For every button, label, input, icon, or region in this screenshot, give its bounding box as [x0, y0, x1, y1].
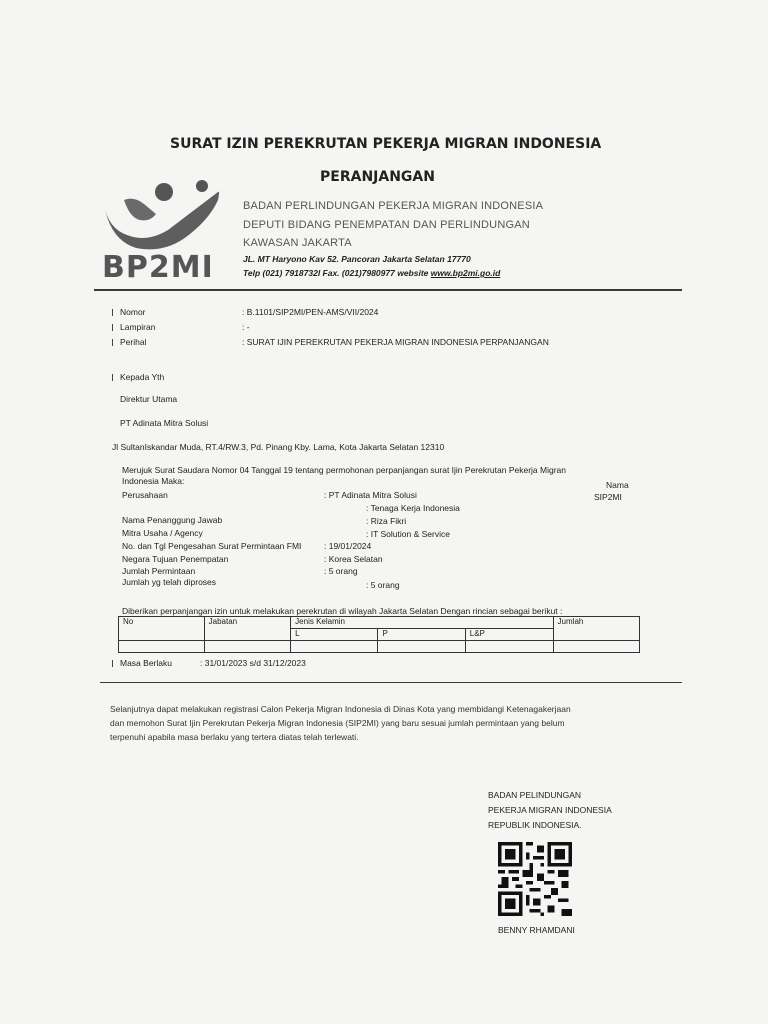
- closing-line3: terpenuhi apabila masa berlaku yang tertera diatas telah terlewati.: [110, 732, 359, 742]
- nomor-value: : B.1101/SIP2MI/PEN-AMS/VII/2024: [242, 307, 379, 317]
- signature-line3: REPUBLIK INDONESIA.: [488, 820, 582, 830]
- perusahaan-value: : PT Adinata Mitra Solusi: [324, 490, 417, 500]
- diberikan-text: Diberikan perpanjangan izin untuk melakukan perekrutan di wilayah Jakarta Selatan Dengan rincian sebagai berikut :: [122, 606, 563, 616]
- pengesahan-label: No. dan Tgl Pengesahan Surat Permintaan FMI: [122, 541, 302, 551]
- margin-mark: [112, 660, 113, 667]
- rincian-table: [118, 616, 640, 653]
- margin-mark: [112, 309, 113, 316]
- table-cell: [378, 641, 465, 653]
- recipient-position: Direktur Utama: [120, 394, 178, 404]
- signature-line1: BADAN PELINDUNGAN: [488, 790, 582, 800]
- penanggung-value: : Riza Fikri: [366, 516, 407, 526]
- bp2mi-logo: [100, 178, 230, 283]
- lampiran-value: : -: [242, 322, 250, 332]
- jumlah-diproses-value: : 5 orang: [366, 580, 400, 590]
- table-cell: [553, 641, 639, 653]
- col-l: L: [291, 629, 378, 641]
- intro-line2: Indonesia Maka:: [122, 476, 185, 486]
- negara-value: : Korea Selatan: [324, 554, 383, 564]
- org-address: JL. MT Haryono Kav 52. Pancoran Jakarta Selatan 17770: [243, 254, 471, 264]
- negara-label: Negara Tujuan Penempatan: [122, 554, 229, 564]
- org-name-line2: DEPUTI BIDANG PENEMPATAN DAN PERLINDUNGAN: [243, 219, 530, 231]
- signatory-name: BENNY RHAMDANI: [498, 925, 575, 935]
- col-jabatan: Jabatan: [204, 617, 291, 641]
- recipient-company: PT Adinata Mitra Solusi: [120, 418, 209, 428]
- table-cell: [465, 641, 553, 653]
- col-jumlah: Jumlah: [553, 617, 639, 641]
- pengesahan-value: : 19/01/2024: [324, 541, 372, 551]
- recipient-address: Jl SultanIskandar Muda, RT.4/RW.3, Pd. Pinang Kby. Lama, Kota Jakarta Selatan 12310: [112, 442, 445, 452]
- col-lp: L&P: [465, 629, 553, 641]
- table-cell: [204, 641, 291, 653]
- closing-line1: Selanjutnya dapat melakukan registrasi Calon Pekerja Migran Indonesia di Dinas Kota yang membidangi Ketenagakerjaan: [110, 704, 571, 714]
- table-cell: [291, 641, 378, 653]
- mitra-value: : IT Solution & Service: [366, 529, 450, 539]
- org-contact-text: Telp (021) 7918732l Fax. (021)7980977 website: [243, 268, 431, 278]
- table-header-row: [119, 617, 640, 629]
- lampiran-label: Lampiran: [120, 322, 156, 332]
- tenaga-value: : Tenaga Kerja Indonesia: [366, 503, 460, 513]
- margin-mark: [112, 324, 113, 331]
- org-contact: [243, 268, 500, 278]
- header-divider: [94, 289, 682, 291]
- jumlah-permintaan-label: Jumlah Permintaan: [122, 566, 196, 576]
- perihal-label: Perihal: [120, 337, 147, 347]
- org-name-line1: BADAN PERLINDUNGAN PEKERJA MIGRAN INDONESIA: [243, 200, 544, 212]
- table-cell: [119, 641, 205, 653]
- document-title: SURAT IZIN PEREKRUTAN PEKERJA MIGRAN INDONESIA: [170, 136, 602, 152]
- org-name-line3: KAWASAN JAKARTA: [243, 237, 352, 249]
- col-p: P: [378, 629, 465, 641]
- kepada-yth: Kepada Yth: [120, 372, 165, 382]
- masa-berlaku-value: : 31/01/2023 s/d 31/12/2023: [200, 658, 306, 668]
- masa-berlaku-label: Masa Berlaku: [120, 658, 172, 668]
- body-divider: [100, 682, 682, 683]
- website-link[interactable]: www.bp2mi.go.id: [430, 268, 501, 278]
- margin-mark: [112, 339, 113, 346]
- intro-line1: Merujuk Surat Saudara Nomor 04 Tanggal 19 tentang permohonan perpanjangan surat Ijin Perekrutan Pekerja Migran: [122, 465, 567, 475]
- sip2mi-label: SIP2MI: [594, 492, 622, 502]
- table-row: [119, 641, 640, 653]
- document-subtitle: PERANJANGAN: [320, 169, 435, 185]
- perihal-value: : SURAT IJIN PEREKRUTAN PEKERJA MIGRAN INDONESIA PERPANJANGAN: [242, 337, 549, 347]
- margin-mark: [112, 374, 113, 381]
- jumlah-permintaan-value: : 5 orang: [324, 566, 358, 576]
- closing-line2: dan memohon Surat Ijin Perekrutan Pekerja Migran Indonesia (SIP2MI) yang baru sesuai jumlah permintaan yang belum: [110, 718, 565, 728]
- signature-line2: PEKERJA MIGRAN INDONESIA: [488, 805, 612, 815]
- jumlah-diproses-label: Jumlah yg telah diproses: [122, 577, 217, 587]
- penanggung-label: Nama Penanggung Jawab: [122, 515, 223, 525]
- perusahaan-label: Perusahaan: [122, 490, 168, 500]
- nomor-label: Nomor: [120, 307, 146, 317]
- nama-label: Nama: [606, 480, 629, 490]
- col-no: No: [119, 617, 205, 641]
- mitra-label: Mitra Usaha / Agency: [122, 528, 203, 538]
- col-jenis-kelamin: Jenis Kelamin: [291, 617, 553, 629]
- qr-code-icon[interactable]: [498, 842, 572, 916]
- logo-text: BP2MI: [102, 250, 214, 285]
